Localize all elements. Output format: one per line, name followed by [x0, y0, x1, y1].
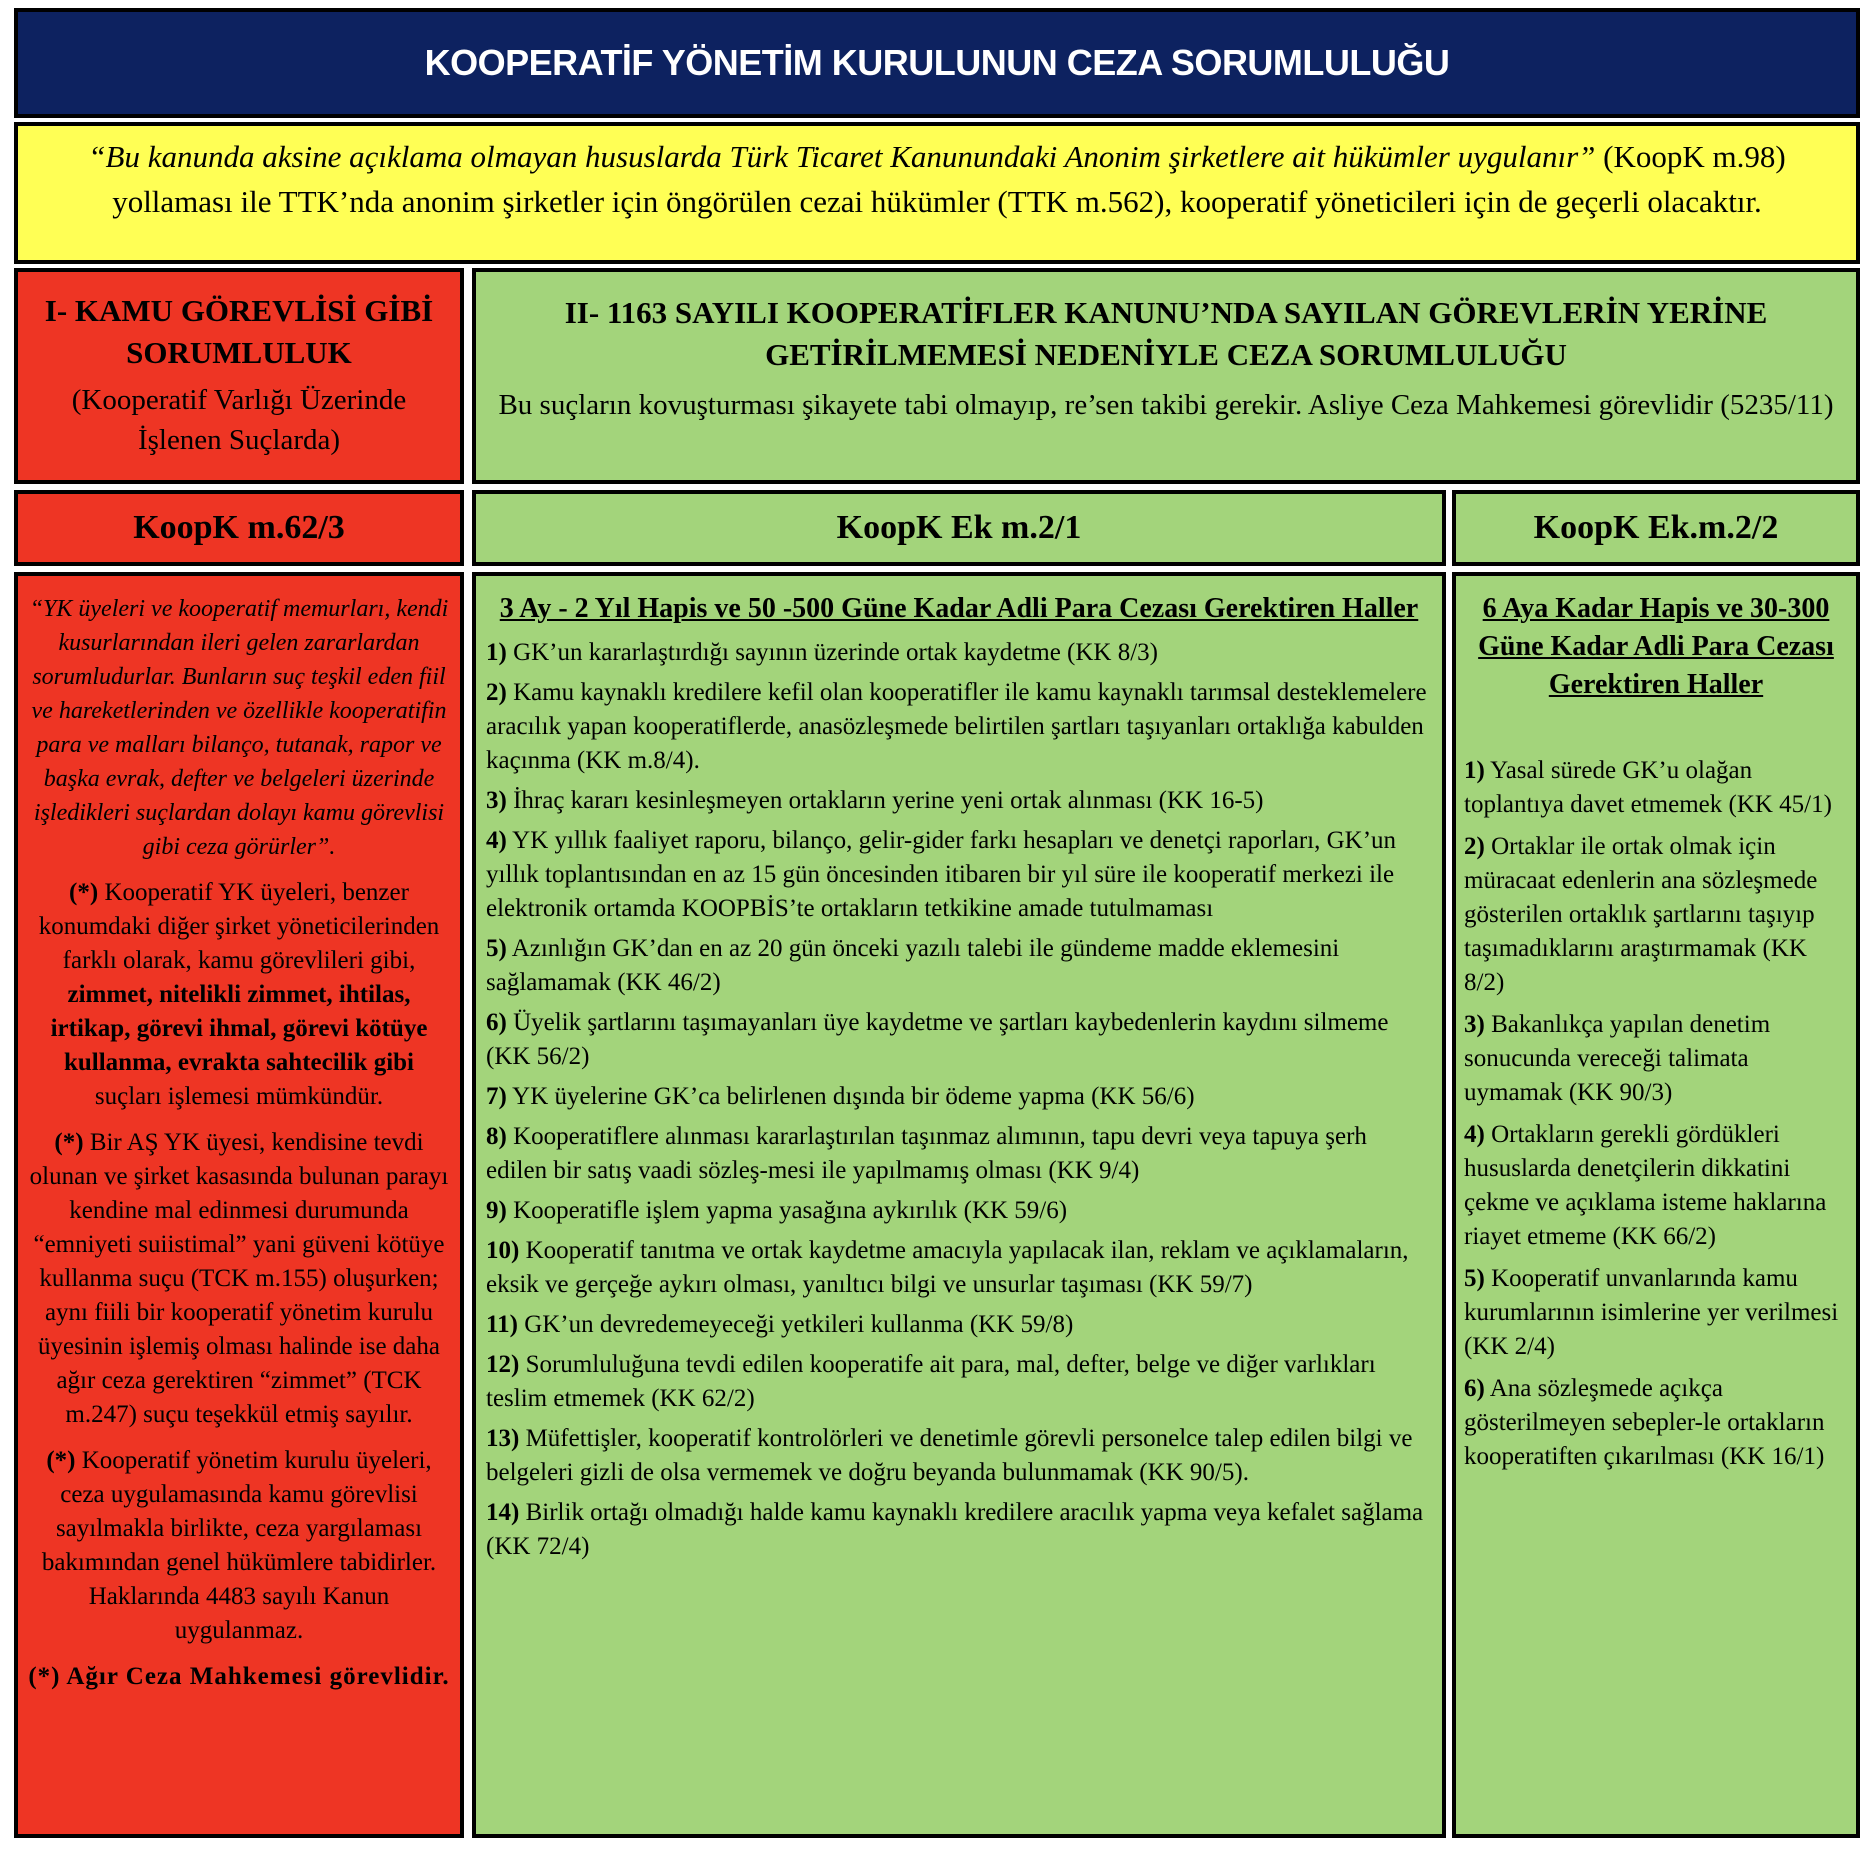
note-text: Kooperatif yönetim kurulu üyeleri, ceza uygulamasında kamu görevlisi sayılmakla birlikte, ceza yargılaması bakımından genel hükümlere tabidirler. Haklarında 4483 sayılı Kanun uygulanmaz.	[41, 1447, 437, 1644]
item-text: Üyelik şartlarını taşımayanları üye kaydetme ve şartları kaybedenlerin kaydını silmeme (KK 56/2)	[486, 1009, 1389, 1070]
note-bold-text: zimmet, nitelikli zimmet, ihtilas, irtikap, görevi ihmal, görevi kötüye kullanma, evrakta sahtecilik gibi	[50, 981, 428, 1076]
list-item	[1464, 1372, 1848, 1474]
intro-text: (KoopK m.98) yollaması ile TTK’nda anonim şirketler için öngörülen cezai hükümler (TTK m.562), kooperatif yöneticileri için de geçerli olacaktır.	[112, 139, 1786, 219]
list-item	[486, 676, 1432, 778]
item-text: Kooperatif unvanlarında kamu kurumlarının isimlerine yer verilmesi (KK 2/4)	[1464, 1265, 1839, 1360]
col2-headline: 3 Ay - 2 Yıl Hapis ve 50 -500 Güne Kadar Adli Para Cezası Gerektiren Haller	[499, 593, 1419, 624]
note-star: (*)	[69, 879, 99, 906]
list-item	[486, 1308, 1432, 1342]
item-number: 6)	[486, 1009, 507, 1036]
item-text: Kooperatiflere alınması kararlaştırılan taşınmaz alımının, tapu devri veya tapuya şerh edilen bir satış vaadi sözleş-mesi ile yapılmamış olması (KK 9/4)	[486, 1123, 1367, 1184]
col2-header: KoopK Ek m.2/1	[472, 490, 1446, 566]
col1-note2	[28, 1126, 450, 1432]
col1-note4: (*) Ağır Ceza Mahkemesi görevlidir.	[28, 1663, 450, 1690]
note-text: Kooperatif YK üyeleri, benzer konumdaki diğer şirket yöneticilerinden farklı olarak, kamu görevlileri gibi,	[38, 879, 440, 974]
list-item	[1464, 1118, 1848, 1254]
item-number: 14)	[486, 1499, 520, 1526]
section2-heading: II- 1163 SAYILI KOOPERATİFLER KANUNU’NDA SAYILAN GÖREVLERİN YERİNE GETİRİLMEMESİ NEDENİYLE CEZA SORUMLULUĞU	[564, 295, 1768, 372]
item-number: 10)	[486, 1237, 520, 1264]
item-number: 2)	[486, 679, 507, 706]
item-number: 8)	[486, 1123, 507, 1150]
item-text: Birlik ortağı olmadığı halde kamu kaynaklı kredilere aracılık yapma veya kefalet sağlama (KK 72/4)	[486, 1499, 1424, 1560]
list-item	[486, 932, 1432, 1000]
item-text: Kamu kaynaklı kredilere kefil olan kooperatifler ile kamu kaynaklı tarımsal desteklemelere aracılık yapan kooperatiflerde, anasözleşmede belirtilen şartları taşıyanları ortaklığa kabulden kaçınma (KK m.8/4).	[486, 679, 1427, 774]
item-text: Azınlığın GK’dan en az 20 gün önceki yazılı talebi ile gündeme madde eklemesini sağlamamak (KK 46/2)	[486, 935, 1340, 996]
col2-body	[472, 572, 1446, 1838]
note-star: (*)	[54, 1129, 84, 1156]
section1-header	[14, 268, 464, 484]
item-text: Sorumluluğuna tevdi edilen kooperatife ait para, mal, defter, belge ve diğer varlıkları teslim etmemek (KK 62/2)	[486, 1351, 1376, 1412]
list-item	[486, 784, 1432, 818]
col1-note1	[28, 876, 450, 1114]
col3-header: KoopK Ek.m.2/2	[1452, 490, 1860, 566]
item-number: 5)	[1464, 1265, 1485, 1292]
item-number: 6)	[1464, 1375, 1485, 1402]
col1-body	[14, 572, 464, 1838]
page-title: KOOPERATİF YÖNETİM KURULUNUN CEZA SORUMLULUĞU	[14, 8, 1860, 118]
list-item	[486, 1006, 1432, 1074]
col1-quote: “YK üyeleri ve kooperatif memurları, kendi kusurlarından ileri gelen zararlardan sorumludurlar. Bunların suç teşkil eden fiil ve hareketlerinden ve özellikle kooperatifin para ve malları bilanço, tutanak, rapor ve başka evrak, defter ve belgeleri üzerinde işledikleri suçlardan dolayı kamu görevlisi gibi ceza görürler”.	[29, 596, 449, 860]
intro-quote: “Bu kanunda aksine açıklama olmayan hususlarda Türk Ticaret Kanunundaki Anonim şirketlere ait hükümler uygulanır”	[88, 139, 1596, 174]
col2-list	[486, 636, 1432, 1564]
item-text: Ortaklar ile ortak olmak için müracaat edenlerin ana sözleşmede gösterilen ortaklık şartlarını taşıyıp taşımadıklarını araştırmamak (KK 8/2)	[1464, 833, 1818, 996]
col1-note3	[28, 1444, 450, 1648]
item-text: Ana sözleşmede açıkça gösterilmeyen sebepler-le ortakların kooperatiften çıkarılması (KK 16/1)	[1464, 1375, 1825, 1470]
list-item	[486, 1422, 1432, 1490]
list-item	[486, 824, 1432, 926]
item-text: YK üyelerine GK’ca belirlenen dışında bir ödeme yapma (KK 56/6)	[506, 1083, 1195, 1110]
list-item	[1464, 1262, 1848, 1364]
item-number: 4)	[486, 827, 507, 854]
section1-heading: I- KAMU GÖREVLİSİ GİBİ SORUMLULUK	[44, 293, 434, 370]
item-number: 12)	[486, 1351, 520, 1378]
list-item	[486, 1194, 1432, 1228]
item-number: 3)	[486, 787, 507, 814]
item-text: GK’un devredemeyeceği yetkileri kullanma (KK 59/8)	[517, 1311, 1074, 1338]
item-text: Kooperatif tanıtma ve ortak kaydetme amacıyla yapılacak ilan, reklam ve açıklamaların, eksik ve gerçeğe aykırı olması, yanıltıcı bilgi ve unsurlar taşıması (KK 59/7)	[486, 1237, 1409, 1298]
list-item	[486, 1234, 1432, 1302]
section1-subheading: (Kooperatif Varlığı Üzerinde İşlenen Suçlarda)	[71, 384, 407, 456]
list-item	[1464, 830, 1848, 1000]
item-number: 9)	[486, 1197, 507, 1224]
item-number: 5)	[486, 935, 507, 962]
item-text: Ortakların gerekli gördükleri hususlarda denetçilerin dikkatini çekme ve açıklama isteme haklarına riayet etmeme (KK 66/2)	[1464, 1121, 1827, 1250]
item-text: YK yıllık faaliyet raporu, bilanço, gelir-gider farkı hesapları ve denetçi raporları, GK’un yıllık toplantısından en az 15 gün öncesinden itibaren bir yıl süre ile kooperatif merkezi ile elektronik ortamda KOOPBİS’te ortakların tetkikine amade tutulmaması	[486, 827, 1397, 922]
col3-headline: 6 Aya Kadar Hapis ve 30-300 Güne Kadar Adli Para Cezası Gerektiren Haller	[1478, 593, 1834, 700]
list-item	[1464, 754, 1848, 822]
section2-subheading: Bu suçların kovuşturması şikayete tabi olmayıp, re’sen takibi gerekir. Asliye Ceza Mahkemesi görevlidir (5235/11)	[498, 389, 1834, 421]
item-number: 4)	[1464, 1121, 1485, 1148]
item-text: Kooperatifle işlem yapma yasağına aykırılık (KK 59/6)	[506, 1197, 1068, 1224]
item-number: 1)	[486, 639, 507, 666]
list-item	[486, 636, 1432, 670]
item-text: Bakanlıkça yapılan denetim sonucunda vereceği talimata uymamak (KK 90/3)	[1464, 1011, 1771, 1106]
item-text: Müfettişler, kooperatif kontrolörleri ve denetimle görevli personelce talep edilen bilgi ve belgeleri gizli de olsa vermemek ve doğru beyanda bulunmamak (KK 90/5).	[486, 1425, 1413, 1486]
col3-list	[1464, 754, 1848, 1474]
intro-banner	[14, 122, 1860, 264]
list-item	[486, 1496, 1432, 1564]
item-number: 3)	[1464, 1011, 1485, 1038]
list-item	[486, 1348, 1432, 1416]
item-number: 7)	[486, 1083, 507, 1110]
item-number: 2)	[1464, 833, 1485, 860]
item-text: İhraç kararı kesinleşmeyen ortakların yerine yeni ortak alınması (KK 16-5)	[506, 787, 1264, 814]
section2-header	[472, 268, 1860, 484]
list-item	[486, 1080, 1432, 1114]
item-number: 11)	[486, 1311, 518, 1338]
list-item	[486, 1120, 1432, 1188]
item-text: GK’un kararlaştırdığı sayının üzerinde ortak kaydetme (KK 8/3)	[506, 639, 1159, 666]
col3-body	[1452, 572, 1860, 1838]
item-number: 1)	[1464, 757, 1485, 784]
col1-header: KoopK m.62/3	[14, 490, 464, 566]
note-text: suçları işlemesi mümkündür.	[94, 1083, 384, 1110]
item-number: 13)	[486, 1425, 520, 1452]
list-item	[1464, 1008, 1848, 1110]
note-star: (*)	[46, 1447, 76, 1474]
note-text: Bir AŞ YK üyesi, kendisine tevdi olunan ve şirket kasasında bulunan parayı kendine mal edinmesi durumunda “emniyeti suiistimal” yani güveni kötüye kullanma suçu (TCK m.155) oluşurken; aynı fiili bir kooperatif yönetim kurulu üyesinin işlemiş olması halinde ise daha ağır ceza gerektiren “zimmet” (TCK m.247) suçu teşekkül etmiş sayılır.	[29, 1129, 449, 1428]
item-text: Yasal sürede GK’u olağan toplantıya davet etmemek (KK 45/1)	[1464, 757, 1832, 818]
